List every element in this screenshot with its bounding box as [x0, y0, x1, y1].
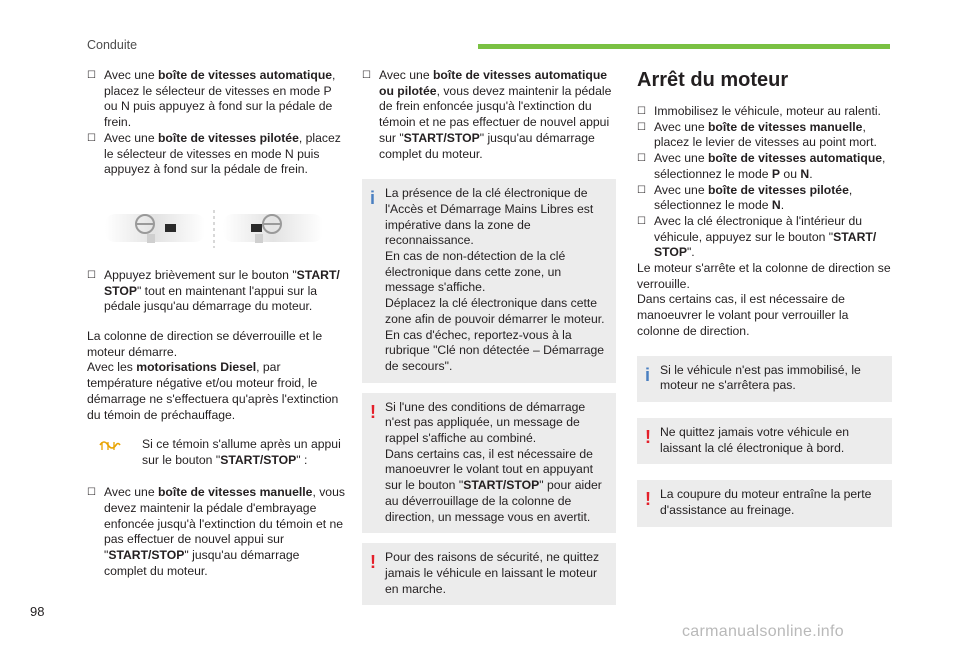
checkbox-bullet-icon: ☐	[637, 121, 646, 133]
list-item: ☐ Immobilisez le véhicule, moteur au ralenti.	[637, 104, 881, 118]
checkbox-bullet-icon: ☐	[87, 487, 96, 499]
checkbox-bullet-icon: ☐	[637, 153, 646, 165]
preheating-warning-note: Si ce témoin s'allume après un appui sur le bouton "START/STOP" :	[87, 437, 345, 467]
list-item: ☐ Avec une boîte de vitesses manuelle, vous devez maintenir la pédale d'embrayage enfoncée jusqu'à l'extinction du témoin et ne pas effectuer de nouvel appui sur "START/STOP" jusqu'au démarrage complet du moteur.	[87, 485, 345, 578]
section-label: Conduite	[87, 38, 138, 52]
section-accent-bar	[478, 44, 890, 49]
info-icon: i	[645, 364, 651, 385]
warning-icon: !	[370, 552, 376, 573]
list-item: ☐ Appuyez brièvement sur le bouton "START/ STOP" tout en maintenant l'appui sur la pédale jusqu'au démarrage du moteur.	[87, 267, 340, 314]
steering-wheel-brake-illustration	[87, 204, 345, 256]
checkbox-bullet-icon: ☐	[637, 215, 646, 227]
warning-box: ! La coupure du moteur entraîne la perte d'assistance au freinage.	[637, 480, 892, 526]
list-item: ☐ Avec la clé électronique à l'intérieur du véhicule, appuyez sur le bouton "START/ STOP".	[637, 213, 877, 260]
checkbox-bullet-icon: ☐	[637, 106, 646, 117]
checkbox-bullet-icon: ☐	[87, 132, 96, 144]
list-item: ☐ Avec une boîte de vitesses manuelle, placez le levier de vitesses au point mort.	[637, 119, 877, 150]
checkbox-bullet-icon: ☐	[637, 184, 646, 196]
list-item: ☐ Avec une boîte de vitesses pilotée, placez le sélecteur de vitesses en mode N puis appuyez à fond sur la pédale de frein.	[87, 130, 341, 177]
start-illustration	[87, 204, 345, 256]
info-box: i Si le véhicule n'est pas immobilisé, le moteur ne s'arrêtera pas.	[637, 356, 892, 402]
list-item: ☐ Avec une boîte de vitesses automatique ou pilotée, vous devez maintenir la pédale de frein enfoncée jusqu'à l'extinction du témoin et ne pas effectuer de nouvel appui sur "START/STOP" jusqu'au démarrage complet du moteur.	[362, 68, 612, 161]
section-title: Arrêt du moteur	[637, 69, 789, 91]
page-number: 98	[30, 604, 45, 619]
warning-icon: !	[645, 426, 651, 447]
paragraph: Le moteur s'arrête et la colonne de direction se verrouille.	[637, 261, 891, 291]
paragraph: Avec les motorisations Diesel, par température négative et/ou moteur froid, le démarrage ne s'effectuera qu'après l'extinction du témoin de préchauffage.	[87, 360, 339, 422]
preheating-lamp-icon	[98, 439, 122, 453]
checkbox-bullet-icon: ☐	[87, 269, 96, 281]
warning-box: ! Si l'une des conditions de démarrage n'est pas appliquée, un message de rappel s'affiche au combiné. Dans certains cas, il est nécessaire de manoeuvrer le volant tout en appuyant sur le bouton "START/STOP" pour aider au déverrouillage de la colonne de direction, un message vous en avertit.	[362, 393, 616, 534]
warning-box: ! Ne quittez jamais votre véhicule en laissant la clé électronique à bord.	[637, 418, 892, 464]
warning-icon: !	[645, 489, 651, 510]
column-1	[87, 68, 345, 579]
list-item: ☐ Avec une boîte de vitesses pilotée, sélectionnez le mode N.	[637, 182, 853, 213]
checkbox-bullet-icon: ☐	[362, 70, 371, 81]
list-item: ☐ Avec une boîte de vitesses automatique, placez le sélecteur de vitesses en mode P ou N puis appuyez à fond sur la pédale de frein.	[87, 68, 336, 130]
list-item: ☐ Avec une boîte de vitesses automatique, sélectionnez le mode P ou N.	[637, 151, 886, 181]
column-2	[362, 68, 616, 605]
column-3	[637, 68, 892, 527]
warning-icon: !	[370, 401, 376, 422]
warning-box: ! Pour des raisons de sécurité, ne quittez jamais le véhicule en laissant le moteur en marche.	[362, 543, 616, 605]
paragraph: La colonne de direction se déverrouille et le moteur démarre.	[87, 329, 323, 359]
paragraph: Dans certains cas, il est nécessaire de manoeuvrer le volant pour verrouiller la colonne de direction.	[637, 292, 849, 338]
checkbox-bullet-icon: ☐	[87, 70, 96, 81]
watermark: carmanualsonline.info	[682, 623, 844, 640]
info-box: i La présence de la clé électronique de l'Accès et Démarrage Mains Libres est impérative dans la zone de reconnaissance. En cas de non-détection de la clé électronique dans cette zone, un message s'affiche. Déplacez la clé électronique dans cette zone afin de pouvoir démarrer le moteur. En cas d'échec, reportez-vous à la rubrique "Clé non détectée – Démarrage de secours".	[362, 179, 616, 382]
info-icon: i	[370, 188, 376, 209]
